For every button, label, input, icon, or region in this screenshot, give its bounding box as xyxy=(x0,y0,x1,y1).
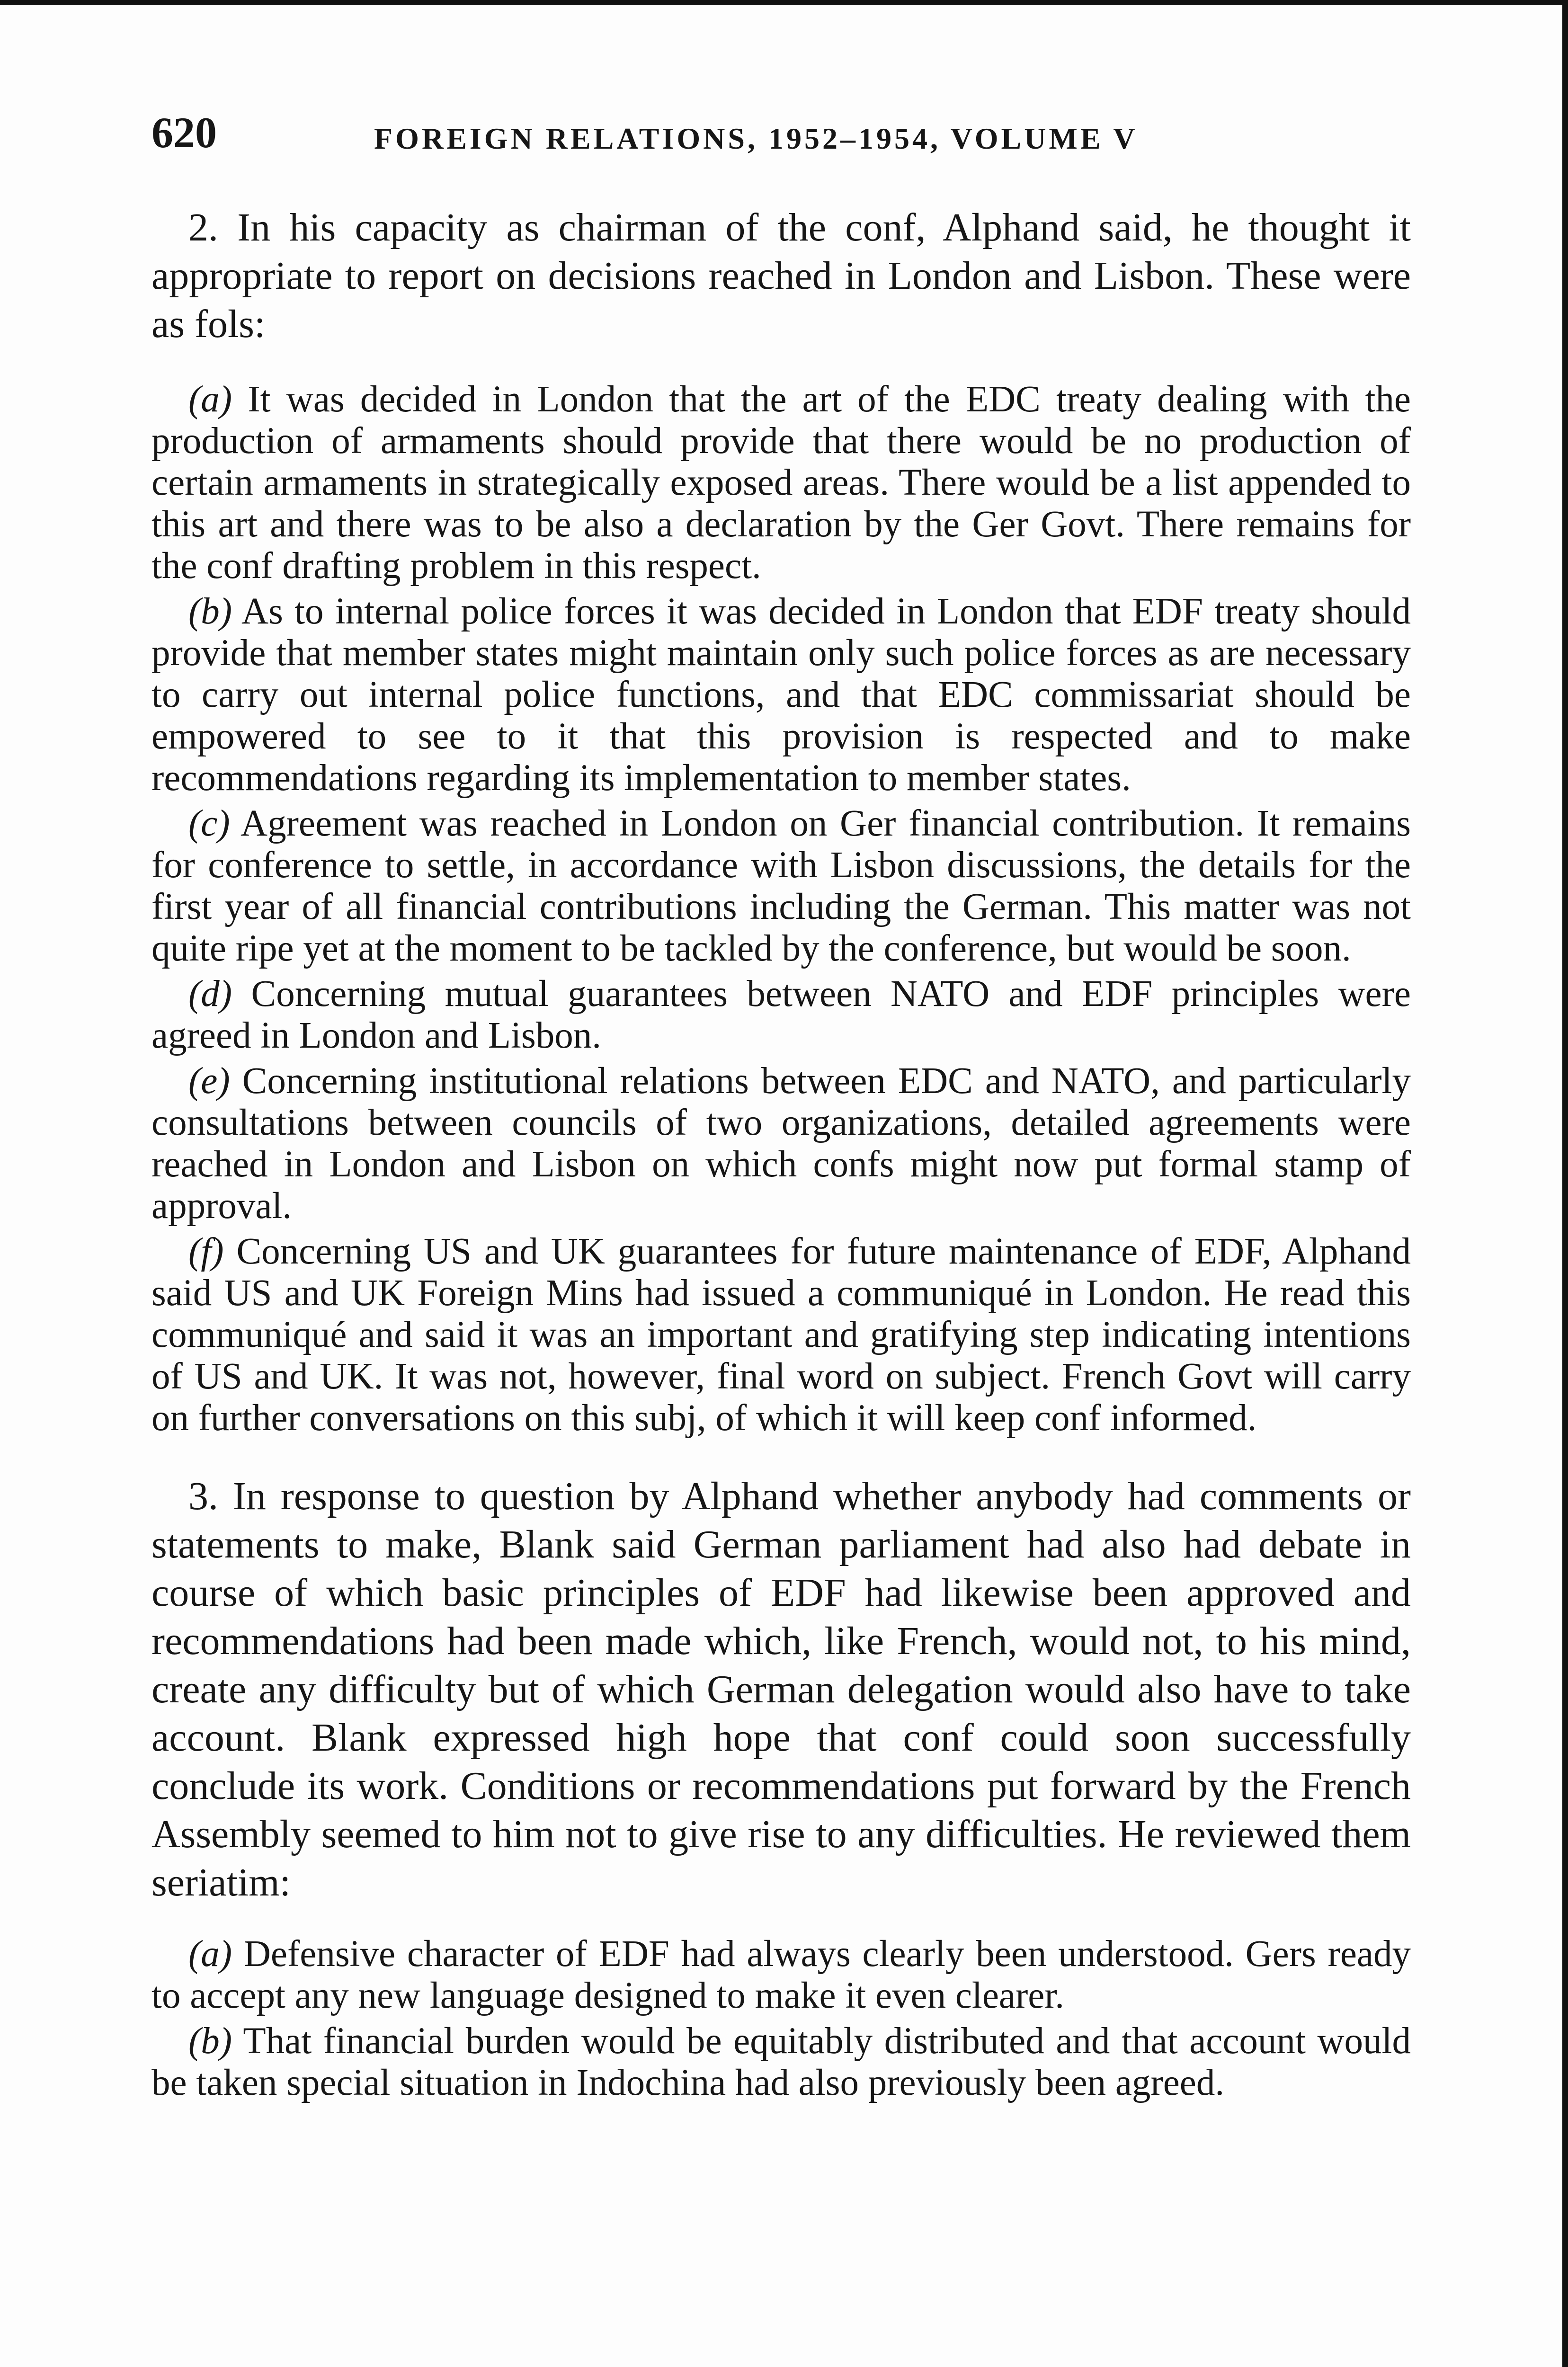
item-2b xyxy=(151,591,1411,799)
item-text: Concerning institutional relations between EDC and NATO, and particularly consultations between councils of two organizations, detailed agreements were reached in London and Lisbon on which confs might now put formal stamp of approval. xyxy=(151,1060,1411,1227)
item-2d xyxy=(151,973,1411,1057)
item-marker: (f) xyxy=(188,1231,224,1272)
item-text: It was decided in London that the art of the EDC treaty dealing with the production of armaments should provide that there would be no production of certain armaments in strategically exposed areas. There would be a list appended to this art and there was to be also a declaration by the Ger Govt. There remains for the conf drafting problem in this respect. xyxy=(151,379,1411,587)
scan-right-edge xyxy=(1562,0,1568,2367)
paragraph-2-items xyxy=(151,379,1411,1439)
item-marker: (e) xyxy=(188,1060,230,1102)
page-number: 620 xyxy=(151,108,217,157)
item-marker: (a) xyxy=(188,1933,232,1975)
item-marker: (b) xyxy=(188,2020,232,2062)
item-marker: (d) xyxy=(188,973,232,1014)
item-text: That financial burden would be equitably distributed and that account would be taken special situation in Indochina had also previously been agreed. xyxy=(151,2020,1411,2103)
item-3b xyxy=(151,2020,1411,2104)
paragraph-3: 3. In response to question by Alphand whether anybody had comments or statements to make, Blank said German parliament had also had debate in course of which basic principles of EDF had likewise been approved and recommendations had been made which, like French, would not, to his mind, create any difficulty but of which German delegation would also have to take account. Blank expressed high hope that conf could soon successfully conclude its work. Conditions or recommendations put forward by the French Assembly seemed to him not to give rise to any difficulties. He reviewed them seriatim: xyxy=(151,1474,1411,1904)
item-2e xyxy=(151,1060,1411,1227)
running-head xyxy=(151,107,1430,168)
paragraph-3-items xyxy=(151,1933,1411,2104)
item-text: Defensive character of EDF had always clearly been understood. Gers ready to accept any new language designed to make it even clearer. xyxy=(151,1933,1411,2016)
item-2f xyxy=(151,1231,1411,1439)
item-text: Concerning US and UK guarantees for future maintenance of EDF, Alphand said US and UK Foreign Mins had issued a communiqué in London. He read this communiqué and said it was an important and gratifying step indicating intentions of US and UK. It was not, however, final word on subject. French Govt will carry on further conversations on this subj, of which it will keep conf informed. xyxy=(151,1231,1411,1439)
item-2c xyxy=(151,803,1411,970)
item-marker: (a) xyxy=(188,379,232,420)
item-text: Concerning mutual guarantees between NATO and EDF principles were agreed in London and Lisbon. xyxy=(151,973,1411,1056)
item-text: As to internal police forces it was decided in London that EDF treaty should provide that member states might maintain only such police forces as are necessary to carry out internal police functions, and that EDC commissariat should be empowered to see to it that this provision is respected and to make recommendations regarding its implementation to member states. xyxy=(151,591,1411,799)
running-title: FOREIGN RELATIONS, 1952–1954, VOLUME V xyxy=(374,122,1138,155)
item-text: Agreement was reached in London on Ger financial contribution. It remains for conference to settle, in accordance with Lisbon discussions, the details for the first year of all financial contributions including the German. This matter was not quite ripe yet at the moment to be tackled by the conference, but would be soon. xyxy=(151,803,1411,969)
paragraph-2: 2. In his capacity as chairman of the conf, Alphand said, he thought it appropriate to report on decisions reached in London and Lisbon. These were as fols: xyxy=(151,205,1411,346)
body-text xyxy=(151,204,1411,2108)
item-marker: (b) xyxy=(188,591,232,632)
item-2a xyxy=(151,379,1411,587)
scan-top-edge xyxy=(0,0,1568,5)
item-3a xyxy=(151,1933,1411,2017)
item-marker: (c) xyxy=(188,803,230,844)
